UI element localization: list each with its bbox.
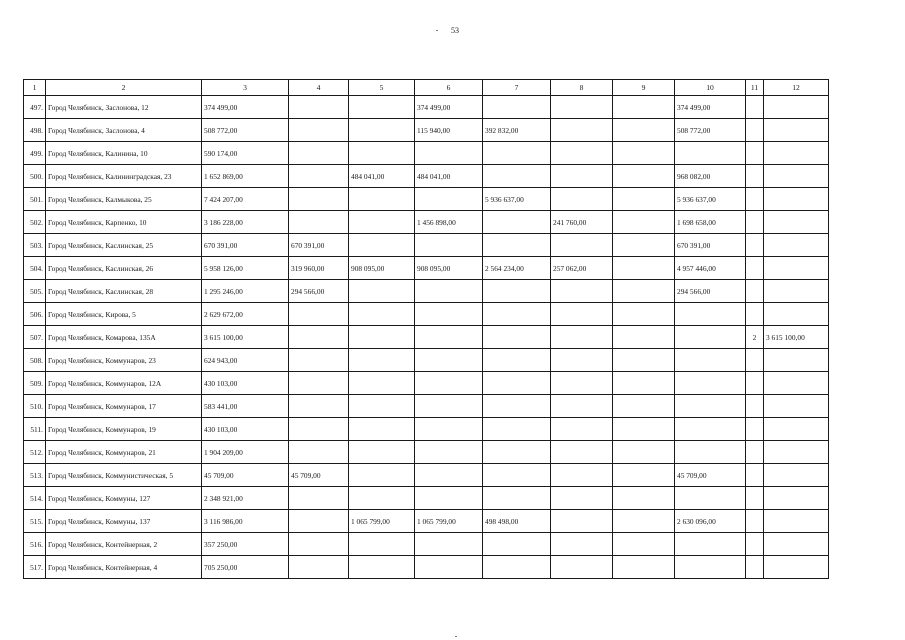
col-11-value bbox=[746, 280, 764, 303]
col-10-value bbox=[675, 418, 746, 441]
col-11-value: 2 bbox=[746, 326, 764, 349]
column-header-5: 5 bbox=[349, 80, 415, 96]
col-9-value bbox=[613, 372, 675, 395]
col-6-value bbox=[415, 188, 483, 211]
col-12-value bbox=[764, 349, 829, 372]
col-10-value: 4 957 446,00 bbox=[675, 257, 746, 280]
col-12-value bbox=[764, 234, 829, 257]
col-6-value bbox=[415, 487, 483, 510]
col-11-value bbox=[746, 464, 764, 487]
col-12-value bbox=[764, 441, 829, 464]
col-6-value bbox=[415, 326, 483, 349]
total-cost: 1 652 869,00 bbox=[202, 165, 289, 188]
table-row bbox=[24, 303, 829, 326]
total-cost: 45 709,00 bbox=[202, 464, 289, 487]
total-cost: 2 629 672,00 bbox=[202, 303, 289, 326]
table-row bbox=[24, 211, 829, 234]
col-4-value bbox=[289, 533, 349, 556]
row-number: 513. bbox=[24, 464, 46, 487]
row-number: 517. bbox=[24, 556, 46, 579]
col-12-value bbox=[764, 96, 829, 119]
col-11-value bbox=[746, 395, 764, 418]
header-row bbox=[24, 80, 829, 96]
col-12-value bbox=[764, 464, 829, 487]
col-9-value bbox=[613, 533, 675, 556]
col-11-value bbox=[746, 418, 764, 441]
col-10-value: 670 391,00 bbox=[675, 234, 746, 257]
col-11-value bbox=[746, 257, 764, 280]
row-number: 507. bbox=[24, 326, 46, 349]
col-12-value bbox=[764, 303, 829, 326]
row-number: 502. bbox=[24, 211, 46, 234]
col-4-value bbox=[289, 441, 349, 464]
row-number: 497. bbox=[24, 96, 46, 119]
col-10-value bbox=[675, 441, 746, 464]
col-7-value: 5 936 637,00 bbox=[483, 188, 551, 211]
col-10-value bbox=[675, 556, 746, 579]
col-12-value bbox=[764, 142, 829, 165]
col-5-value: 908 095,00 bbox=[349, 257, 415, 280]
total-cost: 374 499,00 bbox=[202, 96, 289, 119]
col-11-value bbox=[746, 487, 764, 510]
col-8-value bbox=[551, 395, 613, 418]
col-8-value bbox=[551, 303, 613, 326]
address: Город Челябинск, Коммунистическая, 5 bbox=[46, 464, 202, 487]
address: Город Челябинск, Каслинская, 25 bbox=[46, 234, 202, 257]
col-10-value bbox=[675, 533, 746, 556]
address: Город Челябинск, Коммунаров, 21 bbox=[46, 441, 202, 464]
col-10-value bbox=[675, 303, 746, 326]
total-cost: 508 772,00 bbox=[202, 119, 289, 142]
col-11-value bbox=[746, 234, 764, 257]
col-8-value bbox=[551, 349, 613, 372]
col-4-value bbox=[289, 326, 349, 349]
col-6-value bbox=[415, 349, 483, 372]
col-5-value bbox=[349, 142, 415, 165]
col-6-value bbox=[415, 303, 483, 326]
col-5-value bbox=[349, 395, 415, 418]
col-8-value bbox=[551, 280, 613, 303]
col-5-value bbox=[349, 441, 415, 464]
address: Город Челябинск, Комарова, 135А bbox=[46, 326, 202, 349]
col-7-value bbox=[483, 165, 551, 188]
col-10-value bbox=[675, 487, 746, 510]
address: Город Челябинск, Заслонова, 12 bbox=[46, 96, 202, 119]
col-4-value: 45 709,00 bbox=[289, 464, 349, 487]
table-row bbox=[24, 142, 829, 165]
table-row bbox=[24, 372, 829, 395]
table-header bbox=[24, 80, 829, 96]
col-4-value bbox=[289, 510, 349, 533]
col-6-value bbox=[415, 234, 483, 257]
address: Город Челябинск, Каслинская, 26 bbox=[46, 257, 202, 280]
address: Город Челябинск, Коммуны, 127 bbox=[46, 487, 202, 510]
col-11-value bbox=[746, 211, 764, 234]
col-6-value bbox=[415, 418, 483, 441]
row-number: 512. bbox=[24, 441, 46, 464]
col-7-value bbox=[483, 211, 551, 234]
col-5-value bbox=[349, 533, 415, 556]
table-body bbox=[24, 96, 829, 579]
col-8-value bbox=[551, 234, 613, 257]
col-5-value bbox=[349, 234, 415, 257]
total-cost: 5 958 126,00 bbox=[202, 257, 289, 280]
col-4-value bbox=[289, 556, 349, 579]
table-row bbox=[24, 257, 829, 280]
col-6-value bbox=[415, 556, 483, 579]
col-7-value bbox=[483, 372, 551, 395]
col-4-value: 294 566,00 bbox=[289, 280, 349, 303]
col-9-value bbox=[613, 165, 675, 188]
col-5-value bbox=[349, 188, 415, 211]
col-10-value bbox=[675, 326, 746, 349]
col-10-value: 508 772,00 bbox=[675, 119, 746, 142]
total-cost: 3 615 100,00 bbox=[202, 326, 289, 349]
col-8-value bbox=[551, 119, 613, 142]
col-4-value bbox=[289, 165, 349, 188]
col-5-value bbox=[349, 487, 415, 510]
address: Город Челябинск, Калининградская, 23 bbox=[46, 165, 202, 188]
row-number: 505. bbox=[24, 280, 46, 303]
column-header-6: 6 bbox=[415, 80, 483, 96]
col-4-value bbox=[289, 487, 349, 510]
column-header-4: 4 bbox=[289, 80, 349, 96]
row-number: 515. bbox=[24, 510, 46, 533]
col-6-value: 115 940,00 bbox=[415, 119, 483, 142]
table-row bbox=[24, 349, 829, 372]
col-9-value bbox=[613, 326, 675, 349]
col-7-value bbox=[483, 533, 551, 556]
total-cost: 430 103,00 bbox=[202, 418, 289, 441]
row-number: 501. bbox=[24, 188, 46, 211]
col-4-value bbox=[289, 349, 349, 372]
col-12-value bbox=[764, 533, 829, 556]
row-number: 503. bbox=[24, 234, 46, 257]
col-9-value bbox=[613, 464, 675, 487]
col-7-value bbox=[483, 280, 551, 303]
col-12-value bbox=[764, 395, 829, 418]
column-header-8: 8 bbox=[551, 80, 613, 96]
total-cost: 670 391,00 bbox=[202, 234, 289, 257]
col-5-value bbox=[349, 280, 415, 303]
col-5-value: 484 041,00 bbox=[349, 165, 415, 188]
col-8-value bbox=[551, 188, 613, 211]
col-5-value bbox=[349, 372, 415, 395]
col-6-value: 1 456 898,00 bbox=[415, 211, 483, 234]
col-4-value bbox=[289, 119, 349, 142]
col-8-value bbox=[551, 372, 613, 395]
address: Город Челябинск, Контейнерная, 4 bbox=[46, 556, 202, 579]
table-row bbox=[24, 533, 829, 556]
col-11-value bbox=[746, 533, 764, 556]
total-cost: 3 116 986,00 bbox=[202, 510, 289, 533]
table-row bbox=[24, 188, 829, 211]
address: Город Челябинск, Кирова, 5 bbox=[46, 303, 202, 326]
total-cost: 705 250,00 bbox=[202, 556, 289, 579]
table-row bbox=[24, 165, 829, 188]
table-row bbox=[24, 464, 829, 487]
col-11-value bbox=[746, 303, 764, 326]
col-12-value bbox=[764, 280, 829, 303]
col-7-value bbox=[483, 418, 551, 441]
col-9-value bbox=[613, 119, 675, 142]
col-9-value bbox=[613, 487, 675, 510]
address: Город Челябинск, Коммунаров, 17 bbox=[46, 395, 202, 418]
col-4-value bbox=[289, 418, 349, 441]
column-header-12: 12 bbox=[764, 80, 829, 96]
col-12-value bbox=[764, 487, 829, 510]
col-8-value bbox=[551, 533, 613, 556]
col-8-value bbox=[551, 464, 613, 487]
address: Город Челябинск, Калмыкова, 25 bbox=[46, 188, 202, 211]
col-10-value: 294 566,00 bbox=[675, 280, 746, 303]
row-number: 510. bbox=[24, 395, 46, 418]
col-5-value bbox=[349, 119, 415, 142]
address: Город Челябинск, Коммуны, 137 bbox=[46, 510, 202, 533]
col-4-value bbox=[289, 303, 349, 326]
table-row bbox=[24, 395, 829, 418]
col-9-value bbox=[613, 234, 675, 257]
col-6-value: 1 065 799,00 bbox=[415, 510, 483, 533]
table-row bbox=[24, 441, 829, 464]
col-7-value bbox=[483, 395, 551, 418]
col-8-value bbox=[551, 418, 613, 441]
col-10-value: 45 709,00 bbox=[675, 464, 746, 487]
col-5-value bbox=[349, 326, 415, 349]
col-7-value bbox=[483, 556, 551, 579]
column-header-1: 1 bbox=[24, 80, 46, 96]
col-9-value bbox=[613, 556, 675, 579]
page-number: 53 bbox=[451, 26, 459, 35]
address: Город Челябинск, Коммунаров, 19 bbox=[46, 418, 202, 441]
table-row bbox=[24, 487, 829, 510]
col-12-value bbox=[764, 418, 829, 441]
total-cost: 590 174,00 bbox=[202, 142, 289, 165]
column-header-10: 10 bbox=[675, 80, 746, 96]
col-11-value bbox=[746, 441, 764, 464]
col-12-value bbox=[764, 165, 829, 188]
total-cost: 2 348 921,00 bbox=[202, 487, 289, 510]
col-5-value bbox=[349, 211, 415, 234]
address: Город Челябинск, Заслонова, 4 bbox=[46, 119, 202, 142]
col-6-value: 908 095,00 bbox=[415, 257, 483, 280]
col-4-value: 670 391,00 bbox=[289, 234, 349, 257]
table-row bbox=[24, 510, 829, 533]
register-table bbox=[23, 79, 829, 579]
address: Город Челябинск, Коммунаров, 12А bbox=[46, 372, 202, 395]
col-9-value bbox=[613, 441, 675, 464]
col-12-value bbox=[764, 510, 829, 533]
table-row bbox=[24, 96, 829, 119]
address: Город Челябинск, Каслинская, 28 bbox=[46, 280, 202, 303]
col-12-value bbox=[764, 119, 829, 142]
table-row bbox=[24, 234, 829, 257]
total-cost: 3 186 228,00 bbox=[202, 211, 289, 234]
row-number: 516. bbox=[24, 533, 46, 556]
col-8-value bbox=[551, 556, 613, 579]
address: Город Челябинск, Карпенко, 10 bbox=[46, 211, 202, 234]
col-12-value bbox=[764, 188, 829, 211]
col-9-value bbox=[613, 188, 675, 211]
col-7-value bbox=[483, 303, 551, 326]
table-row bbox=[24, 556, 829, 579]
col-4-value bbox=[289, 395, 349, 418]
col-9-value bbox=[613, 418, 675, 441]
col-4-value bbox=[289, 142, 349, 165]
total-cost: 624 943,00 bbox=[202, 349, 289, 372]
col-4-value: 319 960,00 bbox=[289, 257, 349, 280]
col-9-value bbox=[613, 257, 675, 280]
col-10-value bbox=[675, 349, 746, 372]
col-11-value bbox=[746, 188, 764, 211]
row-number: 504. bbox=[24, 257, 46, 280]
col-8-value bbox=[551, 96, 613, 119]
col-5-value bbox=[349, 96, 415, 119]
col-10-value: 374 499,00 bbox=[675, 96, 746, 119]
scan-speck bbox=[455, 636, 457, 637]
row-number: 506. bbox=[24, 303, 46, 326]
col-9-value bbox=[613, 211, 675, 234]
col-6-value bbox=[415, 142, 483, 165]
col-9-value bbox=[613, 96, 675, 119]
total-cost: 430 103,00 bbox=[202, 372, 289, 395]
address: Город Челябинск, Контейнерная, 2 bbox=[46, 533, 202, 556]
table-row bbox=[24, 119, 829, 142]
row-number: 508. bbox=[24, 349, 46, 372]
col-5-value bbox=[349, 556, 415, 579]
col-11-value bbox=[746, 142, 764, 165]
col-4-value bbox=[289, 188, 349, 211]
col-11-value bbox=[746, 96, 764, 119]
table-row bbox=[24, 280, 829, 303]
col-8-value bbox=[551, 326, 613, 349]
row-number: 499. bbox=[24, 142, 46, 165]
col-10-value: 5 936 637,00 bbox=[675, 188, 746, 211]
col-7-value bbox=[483, 349, 551, 372]
col-9-value bbox=[613, 303, 675, 326]
table-row bbox=[24, 326, 829, 349]
col-10-value bbox=[675, 395, 746, 418]
total-cost: 7 424 207,00 bbox=[202, 188, 289, 211]
col-7-value bbox=[483, 96, 551, 119]
col-10-value bbox=[675, 142, 746, 165]
column-header-2: 2 bbox=[46, 80, 202, 96]
col-6-value bbox=[415, 441, 483, 464]
col-5-value bbox=[349, 303, 415, 326]
col-9-value bbox=[613, 395, 675, 418]
col-8-value bbox=[551, 510, 613, 533]
total-cost: 357 250,00 bbox=[202, 533, 289, 556]
column-header-11: 11 bbox=[746, 80, 764, 96]
col-9-value bbox=[613, 280, 675, 303]
col-6-value bbox=[415, 533, 483, 556]
table-row bbox=[24, 418, 829, 441]
col-11-value bbox=[746, 510, 764, 533]
scan-speck bbox=[436, 30, 438, 31]
col-12-value bbox=[764, 556, 829, 579]
column-header-3: 3 bbox=[202, 80, 289, 96]
col-4-value bbox=[289, 96, 349, 119]
col-7-value: 392 832,00 bbox=[483, 119, 551, 142]
row-number: 509. bbox=[24, 372, 46, 395]
col-8-value: 241 760,00 bbox=[551, 211, 613, 234]
row-number: 498. bbox=[24, 119, 46, 142]
col-7-value: 2 564 234,00 bbox=[483, 257, 551, 280]
col-7-value bbox=[483, 487, 551, 510]
row-number: 511. bbox=[24, 418, 46, 441]
row-number: 514. bbox=[24, 487, 46, 510]
col-5-value bbox=[349, 418, 415, 441]
column-header-9: 9 bbox=[613, 80, 675, 96]
col-10-value: 1 698 658,00 bbox=[675, 211, 746, 234]
col-8-value bbox=[551, 487, 613, 510]
col-6-value bbox=[415, 372, 483, 395]
col-11-value bbox=[746, 119, 764, 142]
col-12-value bbox=[764, 257, 829, 280]
col-12-value: 3 615 100,00 bbox=[764, 326, 829, 349]
total-cost: 1 295 246,00 bbox=[202, 280, 289, 303]
col-9-value bbox=[613, 510, 675, 533]
col-8-value bbox=[551, 165, 613, 188]
col-7-value bbox=[483, 441, 551, 464]
column-header-7: 7 bbox=[483, 80, 551, 96]
col-6-value bbox=[415, 280, 483, 303]
address: Город Челябинск, Коммунаров, 23 bbox=[46, 349, 202, 372]
col-5-value bbox=[349, 349, 415, 372]
col-11-value bbox=[746, 165, 764, 188]
col-6-value: 484 041,00 bbox=[415, 165, 483, 188]
col-12-value bbox=[764, 372, 829, 395]
col-11-value bbox=[746, 372, 764, 395]
col-6-value bbox=[415, 464, 483, 487]
col-7-value bbox=[483, 234, 551, 257]
col-7-value bbox=[483, 142, 551, 165]
col-8-value bbox=[551, 142, 613, 165]
col-8-value: 257 062,00 bbox=[551, 257, 613, 280]
col-6-value: 374 499,00 bbox=[415, 96, 483, 119]
col-12-value bbox=[764, 211, 829, 234]
col-5-value: 1 065 799,00 bbox=[349, 510, 415, 533]
col-11-value bbox=[746, 556, 764, 579]
col-5-value bbox=[349, 464, 415, 487]
col-11-value bbox=[746, 349, 764, 372]
col-4-value bbox=[289, 211, 349, 234]
col-4-value bbox=[289, 372, 349, 395]
row-number: 500. bbox=[24, 165, 46, 188]
col-7-value bbox=[483, 326, 551, 349]
col-7-value: 498 498,00 bbox=[483, 510, 551, 533]
col-9-value bbox=[613, 349, 675, 372]
total-cost: 583 441,00 bbox=[202, 395, 289, 418]
col-10-value bbox=[675, 372, 746, 395]
total-cost: 1 904 209,00 bbox=[202, 441, 289, 464]
col-9-value bbox=[613, 142, 675, 165]
col-8-value bbox=[551, 441, 613, 464]
address: Город Челябинск, Калинина, 10 bbox=[46, 142, 202, 165]
col-10-value: 2 630 096,00 bbox=[675, 510, 746, 533]
col-6-value bbox=[415, 395, 483, 418]
col-10-value: 968 082,00 bbox=[675, 165, 746, 188]
col-7-value bbox=[483, 464, 551, 487]
